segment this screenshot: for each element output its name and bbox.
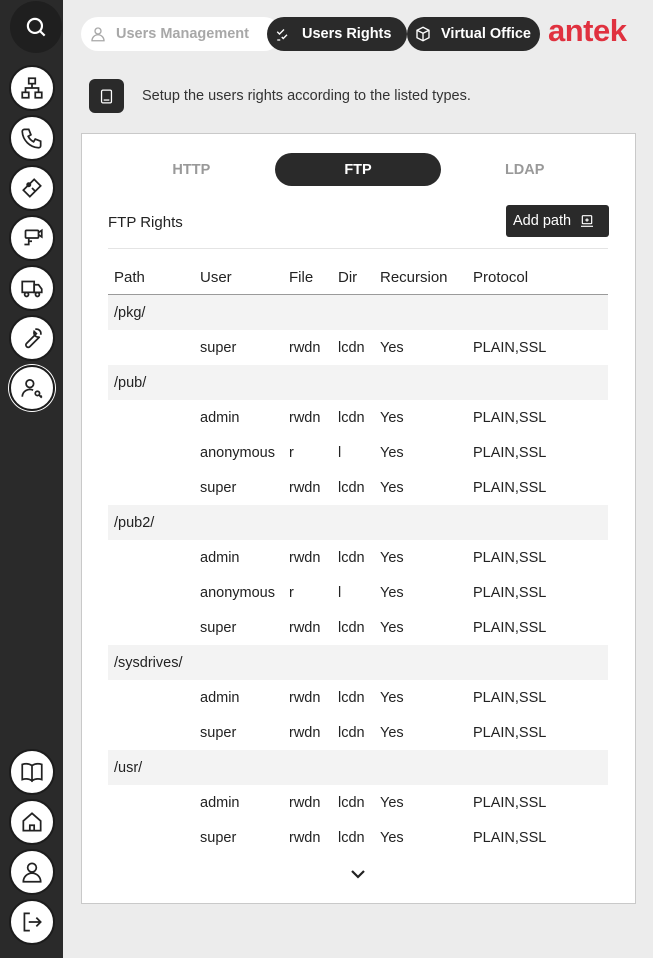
cell-user: super [200,479,237,496]
search-icon [23,14,49,40]
path-row[interactable] [108,295,608,330]
sidebar-item-docs[interactable] [9,749,55,795]
path-row[interactable] [108,365,608,400]
cell-protocol: PLAIN,SSL [473,584,547,601]
cell-protocol: PLAIN,SSL [473,444,547,461]
user-icon [89,25,107,43]
table-row[interactable] [108,575,608,610]
cell-file: rwdn [289,549,321,566]
cell-dir: lcdn [338,689,365,706]
cell-user: super [200,829,237,846]
cell-dir: lcdn [338,794,365,811]
cell-dir: lcdn [338,619,365,636]
cell-file: rwdn [289,724,321,741]
cell-recursion: Yes [380,479,404,496]
table-header [108,260,608,295]
table-row[interactable] [108,680,608,715]
cell-recursion: Yes [380,584,404,601]
ftp-rights-table [108,260,608,855]
table-row[interactable] [108,610,608,645]
table-row[interactable] [108,785,608,820]
cell-recursion: Yes [380,619,404,636]
cell-file: rwdn [289,619,321,636]
sidebar-item-phone[interactable] [9,115,55,161]
search-button[interactable] [10,1,62,53]
cell-file: r [289,444,294,461]
cell-path: /sysdrives/ [114,654,183,671]
sidebar [0,0,63,958]
table-body [108,295,608,855]
table-row[interactable] [108,435,608,470]
table-row[interactable] [108,330,608,365]
tab-ldap[interactable]: LDAP [504,161,545,178]
table-row[interactable] [108,715,608,750]
cell-protocol: PLAIN,SSL [473,794,547,811]
cell-recursion: Yes [380,409,404,426]
sidebar-item-tickets[interactable] [9,165,55,211]
cell-dir: l [338,444,342,461]
cell-user: super [200,619,237,636]
section-title: FTP Rights [108,214,183,231]
chevron-down-icon[interactable] [349,867,367,881]
cell-dir: lcdn [338,724,365,741]
cell-recursion: Yes [380,549,404,566]
cell-recursion: Yes [380,794,404,811]
cell-recursion: Yes [380,339,404,356]
cell-protocol: PLAIN,SSL [473,339,547,356]
cell-dir: lcdn [338,549,365,566]
cell-recursion: Yes [380,724,404,741]
tab-http[interactable]: HTTP [172,161,211,178]
cell-path: /pub2/ [114,514,155,531]
top-tabs [81,17,540,51]
table-row[interactable] [108,820,608,855]
cell-file: rwdn [289,689,321,706]
cell-user: admin [200,794,240,811]
tab-virtual-office[interactable] [407,17,540,51]
sidebar-item-logout[interactable] [9,899,55,945]
add-folder-icon [579,213,595,229]
cell-protocol: PLAIN,SSL [473,479,547,496]
sidebar-item-delivery[interactable] [9,265,55,311]
sidebar-item-camera[interactable] [9,215,55,261]
cell-recursion: Yes [380,444,404,461]
cell-file: rwdn [289,409,321,426]
cell-user: admin [200,549,240,566]
cell-file: rwdn [289,479,321,496]
cell-user: admin [200,689,240,706]
cell-protocol: PLAIN,SSL [473,689,547,706]
truck-icon [19,275,45,301]
cell-user: super [200,724,237,741]
cell-protocol: PLAIN,SSL [473,409,547,426]
column-header: Recursion [380,268,448,286]
cell-protocol: PLAIN,SSL [473,724,547,741]
info-text: Setup the users rights according to the listed types. [142,88,471,104]
logo: antek [548,13,627,48]
cell-dir: lcdn [338,339,365,356]
column-header: File [289,268,314,286]
cell-dir: lcdn [338,829,365,846]
home-icon [19,809,45,835]
network-icon [19,75,45,101]
camera-icon [19,225,45,251]
wrench-icon [19,325,45,351]
tab-ftp[interactable]: FTP [275,153,442,186]
column-header: Protocol [473,268,529,286]
table-row[interactable] [108,470,608,505]
cell-file: rwdn [289,339,321,356]
cell-recursion: Yes [380,689,404,706]
cell-file: rwdn [289,794,321,811]
phone-icon [19,125,45,151]
cell-dir: l [338,584,342,601]
path-row[interactable] [108,645,608,680]
cell-user: admin [200,409,240,426]
cell-file: rwdn [289,829,321,846]
cell-user: anonymous [200,584,275,601]
rights-icon [275,25,293,43]
cell-recursion: Yes [380,829,404,846]
cell-path: /usr/ [114,759,143,776]
ticket-icon [19,175,45,201]
path-row[interactable] [108,505,608,540]
info-badge [89,79,124,113]
cell-file: r [289,584,294,601]
sidebar-item-tools[interactable] [9,315,55,361]
protocol-tabs [108,153,608,186]
cell-path: /pub/ [114,374,147,391]
path-row[interactable] [108,750,608,785]
column-header: User [200,268,232,286]
add-path-button[interactable] [506,205,609,237]
sidebar-item-network[interactable] [9,65,55,111]
cell-user: super [200,339,237,356]
sidebar-item-home[interactable] [9,799,55,845]
logout-icon [19,909,45,935]
cell-path: /pkg/ [114,304,146,321]
box-icon [414,25,432,43]
tab-label: Virtual Office [441,26,531,42]
table-row[interactable] [108,400,608,435]
tab-label: Users Rights [302,26,392,42]
cell-dir: lcdn [338,479,365,496]
sidebar-item-users-rights[interactable] [9,365,55,411]
user-key-icon [19,375,45,401]
column-header: Dir [338,268,358,286]
user-icon [19,859,45,885]
tab-users-management[interactable] [81,17,281,51]
rights-panel [81,133,636,904]
table-row[interactable] [108,540,608,575]
cell-dir: lcdn [338,409,365,426]
cell-user: anonymous [200,444,275,461]
document-icon [98,88,115,105]
divider [108,248,608,249]
tab-users-rights[interactable] [267,17,407,51]
sidebar-item-profile[interactable] [9,849,55,895]
book-icon [19,759,45,785]
column-header: Path [114,268,145,286]
cell-protocol: PLAIN,SSL [473,549,547,566]
add-path-label: Add path [513,213,572,229]
cell-protocol: PLAIN,SSL [473,619,547,636]
cell-protocol: PLAIN,SSL [473,829,547,846]
tab-label: Users Management [116,26,249,42]
